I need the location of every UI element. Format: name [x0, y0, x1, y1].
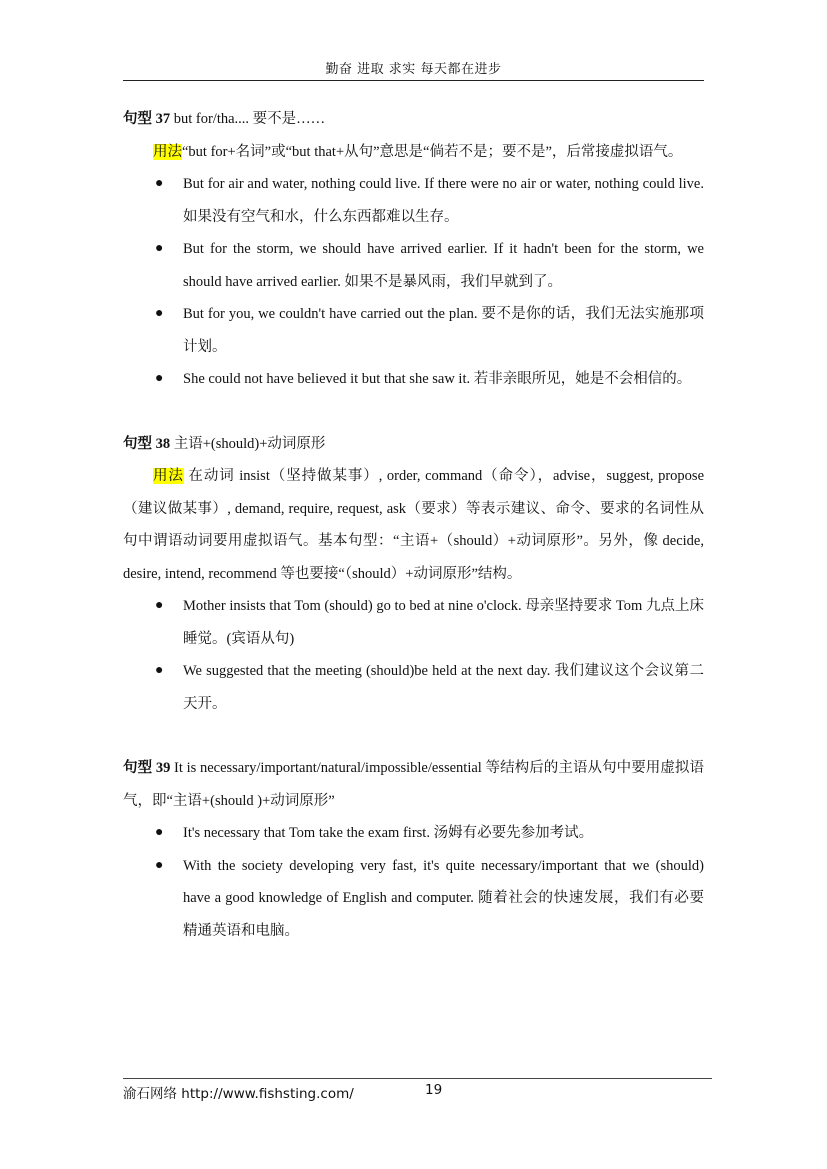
bullet-icon: ●: [155, 857, 164, 873]
section-title: [123, 428, 704, 461]
example-item: [123, 817, 704, 850]
example-text: She could not have believed it but that she saw it. 若非亲眼所见，她是不会相信的。: [183, 371, 692, 387]
footer-rule: [123, 1078, 712, 1079]
example-list: [123, 817, 704, 947]
page-number: 19: [425, 1082, 443, 1098]
section-title: [123, 103, 704, 136]
section-label: 句型 39: [123, 760, 171, 776]
example-item: [123, 168, 704, 233]
usage-text: “but for+名词”或“but that+从句”意思是“倘若不是；要不是”，后常接虚拟语气。: [182, 143, 683, 160]
example-text: Mother insists that Tom (should) go to bed at nine o'clock. 母亲坚持要求 Tom 九点上床睡觉。(宾语从句): [183, 598, 704, 647]
example-text: But for air and water, nothing could live. If there were no air or water, nothing could live. 如果没有空气和水，什么东西都难以生存。: [183, 176, 704, 225]
example-text: We suggested that the meeting (should)be held at the next day. 我们建议这个会议第二天开。: [183, 663, 704, 712]
section-title-text: It is necessary/important/natural/impossible/essential 等结构后的主语从句中要用虚拟语气，即“主语+(should )+动词原形”: [123, 760, 705, 809]
usage-tag: 用法: [153, 468, 184, 484]
bullet-icon: ●: [155, 176, 164, 191]
example-text: But for the storm, we should have arrived earlier. If it hadn't been for the storm, we should have arrived earlier. 如果不是暴风雨，我们早就到了。: [183, 241, 704, 290]
section-37: [123, 103, 704, 396]
example-text: With the society developing very fast, it's quite necessary/important that we (should) have a good knowledge of English and computer. 随着社会的快速发展，我们有必要精通英语和电脑。: [183, 857, 704, 939]
example-item: [123, 298, 704, 363]
section-title: [123, 752, 704, 817]
example-item: [123, 363, 704, 396]
section-title-text: but for/tha.... 要不是……: [170, 111, 326, 127]
section-title-text: 主语+(should)+动词原形: [170, 435, 326, 452]
bullet-icon: ●: [155, 241, 164, 256]
section-label: 句型 37: [123, 111, 171, 127]
usage-paragraph: [123, 136, 704, 169]
bullet-icon: ●: [155, 598, 164, 613]
usage-tag: 用法: [153, 143, 182, 160]
section-38: [123, 428, 704, 721]
header-rule: [123, 80, 704, 81]
document-body: [123, 103, 704, 947]
section-label: 句型 38: [123, 435, 171, 452]
example-list: [123, 168, 704, 396]
example-list: [123, 590, 704, 720]
example-item: [123, 233, 704, 298]
bullet-icon: ●: [155, 306, 164, 321]
section-39: [123, 752, 704, 947]
bullet-icon: ●: [155, 663, 164, 678]
usage-paragraph: [123, 460, 704, 590]
page-header: 勤奋 进取 求实 每天都在进步: [325, 62, 502, 77]
footer-text: 渝石网络 http://www.fishsting.com/: [123, 1086, 354, 1102]
example-text: It's necessary that Tom take the exam first. 汤姆有必要先参加考试。: [183, 825, 594, 841]
example-item: [123, 655, 704, 720]
bullet-icon: ●: [155, 371, 164, 386]
usage-text: 在动词 insist（坚持做某事）, order, command（命令），advise，suggest, propose（建议做某事）, demand, require, request, ask（要求）等表示建议、命令、要求的名词性从句中谓语动词要用虚拟语气。基本句型：“主语+（should）+动词原形”。另外，像 decide, desire, intend, recommend 等也要接“（should）+动词原形”结构。: [123, 468, 705, 582]
example-item: [123, 850, 704, 948]
bullet-icon: ●: [155, 825, 164, 840]
example-text: But for you, we couldn't have carried out the plan. 要不是你的话，我们无法实施那项计划。: [183, 306, 704, 355]
example-item: [123, 590, 704, 655]
